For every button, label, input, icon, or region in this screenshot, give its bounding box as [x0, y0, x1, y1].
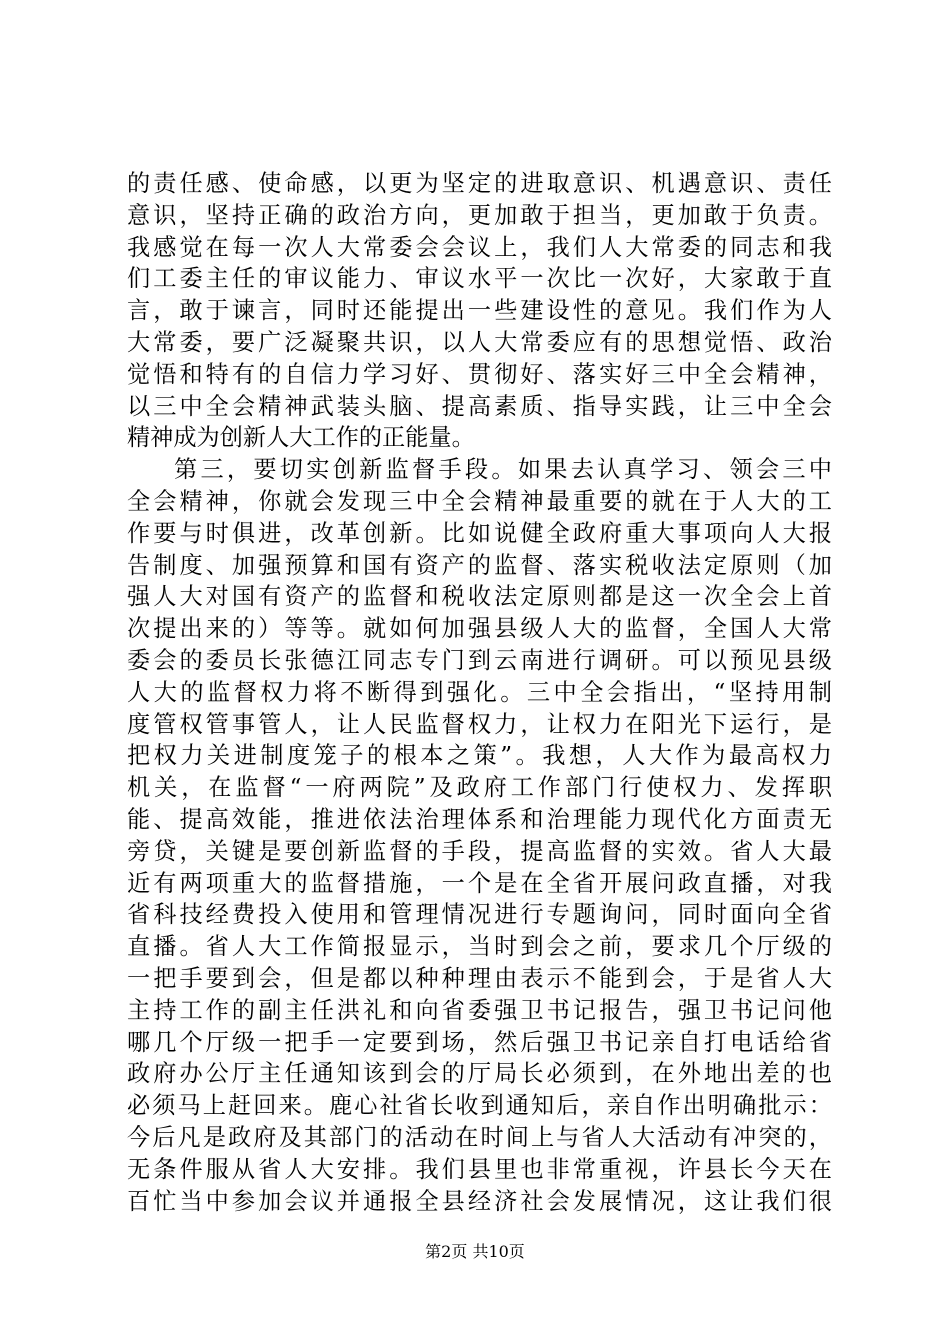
text-line: 作要与时俱进，改革创新。比如说健全政府重大事项向人大报: [127, 519, 832, 547]
text-line: 全会精神，你就会发现三中全会精神最重要的就在于人大的工: [127, 487, 832, 515]
text-line: 近有两项重大的监督措施，一个是在全省开展问政直播，对我: [127, 869, 832, 897]
text-line: 度管权管事管人，让人民监督权力，让权力在阳光下运行，是: [127, 710, 832, 738]
text-line: 以三中全会精神武装头脑、提高素质、指导实践，让三中全会: [127, 392, 832, 420]
text-line: 主持工作的副主任洪礼和向省委强卫书记报告，强卫书记问他: [127, 996, 832, 1024]
text-line: 我感觉在每一次人大常委会会议上，我们人大常委的同志和我: [127, 233, 832, 261]
text-line: 把权力关进制度笼子的根本之策”。我想，人大作为最高权力: [127, 742, 832, 770]
text-line: 委会的委员长张德江同志专门到云南进行调研。可以预见县级: [127, 646, 832, 674]
text-line: 告制度、加强预算和国有资产的监督、落实税收法定原则（加: [127, 551, 832, 579]
text-line: 百忙当中参加会议并通报全县经济社会发展情况，这让我们很: [127, 1187, 832, 1215]
text-line: 政府办公厅主任通知该到会的厅局长必须到，在外地出差的也: [127, 1060, 832, 1088]
text-line: 意识，坚持正确的政治方向，更加敢于担当，更加敢于负责。: [127, 201, 832, 229]
page-number-footer: 第2页 共10页: [425, 1242, 525, 1261]
text-line: 精神成为创新人大工作的正能量。: [127, 424, 475, 452]
text-line: 哪几个厅级一把手一定要到场，然后强卫书记亲自打电话给省: [127, 1028, 832, 1056]
text-line: 的责任感、使命感，以更为坚定的进取意识、机遇意识、责任: [127, 170, 832, 197]
text-line: 次提出来的）等等。就如何加强县级人大的监督，全国人大常: [127, 615, 832, 643]
text-line: 省科技经费投入使用和管理情况进行专题询问，同时面向全省: [127, 901, 832, 929]
text-line: 能、提高效能，推进依法治理体系和治理能力现代化方面责无: [127, 805, 832, 833]
text-line: 必须马上赶回来。鹿心社省长收到通知后，亲自作出明确批示：: [127, 1092, 832, 1120]
text-line: 直播。省人大工作简报显示，当时到会之前，要求几个厅级的: [127, 933, 832, 961]
text-line: 旁贷，关键是要创新监督的手段，提高监督的实效。省人大最: [127, 837, 832, 865]
paragraph-first-line: 第三，要切实创新监督手段。如果去认真学习、领会三中: [174, 456, 832, 484]
body-text: [127, 168, 832, 1217]
text-line: 无条件服从省人大安排。我们县里也非常重视，许县长今天在: [127, 1155, 832, 1183]
text-line: 强人大对国有资产的监督和税收法定原则都是这一次全会上首: [127, 583, 832, 611]
text-line: 一把手要到会，但是都以种种理由表示不能到会，于是省人大: [127, 964, 832, 992]
text-line: 觉悟和特有的自信力学习好、贯彻好、落实好三中全会精神，: [127, 360, 832, 388]
text-line: 人大的监督权力将不断得到强化。三中全会指出，“坚持用制: [127, 678, 832, 706]
text-line: 机关，在监督“一府两院”及政府工作部门行使权力、发挥职: [127, 774, 832, 802]
text-line: 们工委主任的审议能力、审议水平一次比一次好，大家敢于直: [127, 265, 832, 293]
text-line: 今后凡是政府及其部门的活动在时间上与省人大活动有冲突的，: [127, 1123, 832, 1151]
text-line: 言，敢于谏言，同时还能提出一些建设性的意见。我们作为人: [127, 297, 832, 325]
text-line: 大常委，要广泛凝聚共识，以人大常委应有的思想觉悟、政治: [127, 328, 832, 356]
